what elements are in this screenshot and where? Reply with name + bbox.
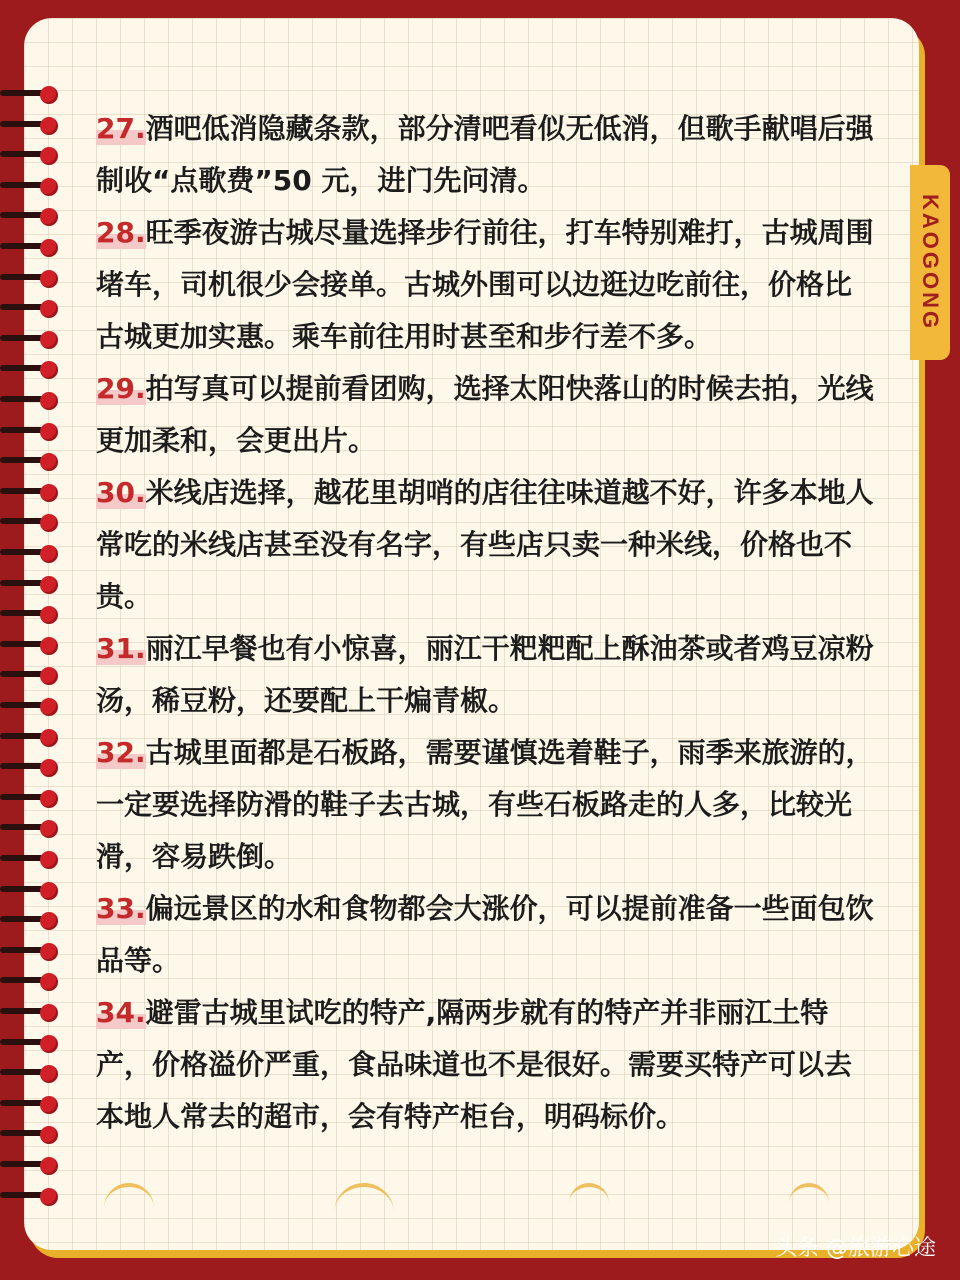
spiral-wire [0, 488, 44, 494]
spiral-ring [0, 178, 62, 192]
spiral-wire [0, 916, 44, 922]
spiral-wire [0, 90, 44, 96]
spiral-hole [40, 331, 58, 349]
spiral-ring [0, 1126, 62, 1140]
spiral-ring [0, 239, 62, 253]
tip-item [96, 363, 876, 467]
spiral-hole [40, 361, 58, 379]
spiral-wire [0, 671, 44, 677]
spiral-ring [0, 1188, 62, 1202]
spiral-hole [40, 1035, 58, 1053]
spiral-hole [40, 208, 58, 226]
decoration [334, 1183, 394, 1217]
spiral-ring [0, 820, 62, 834]
spiral-hole [40, 1096, 58, 1114]
tip-number: 27. [96, 112, 146, 145]
spiral-ring [0, 943, 62, 957]
spiral-ring [0, 576, 62, 590]
spiral-hole [40, 667, 58, 685]
spiral-ring [0, 1096, 62, 1110]
tip-text: 偏远景区的水和食物都会大涨价，可以提前准备一些面包饮品等。 [96, 892, 874, 977]
spiral-binding [0, 0, 80, 1280]
spiral-wire [0, 763, 44, 769]
spiral-wire [0, 977, 44, 983]
spiral-wire [0, 824, 44, 830]
decoration [104, 1183, 154, 1217]
spiral-hole [40, 1004, 58, 1022]
spiral-wire [0, 1100, 44, 1106]
spiral-ring [0, 270, 62, 284]
spiral-ring [0, 729, 62, 743]
spiral-hole [40, 117, 58, 135]
spiral-ring [0, 545, 62, 559]
spiral-ring [0, 606, 62, 620]
spiral-ring [0, 698, 62, 712]
spiral-wire [0, 794, 44, 800]
tip-text: 米线店选择，越花里胡哨的店往往味道越不好，许多本地人常吃的米线店甚至没有名字，有些店只卖一种米线，价格也不贵。 [96, 476, 874, 613]
spiral-ring [0, 453, 62, 467]
spiral-hole [40, 423, 58, 441]
tip-text: 避雷古城里试吃的特产,隔两步就有的特产并非丽江土特产，价格溢价严重，食品味道也不是很好。需要买特产可以去本地人常去的超市，会有特产柜台，明码标价。 [96, 996, 853, 1133]
spiral-hole [40, 637, 58, 655]
side-tab [910, 165, 950, 360]
spiral-hole [40, 1188, 58, 1206]
side-tab-label: KAOGONG [918, 193, 943, 332]
spiral-ring [0, 392, 62, 406]
spiral-wire [0, 610, 44, 616]
spiral-ring [0, 484, 62, 498]
tip-number: 29. [96, 372, 146, 405]
spiral-hole [40, 1065, 58, 1083]
spiral-ring [0, 147, 62, 161]
spiral-ring [0, 973, 62, 987]
spiral-wire [0, 580, 44, 586]
spiral-wire [0, 427, 44, 433]
spiral-ring [0, 86, 62, 100]
tip-item [96, 727, 876, 883]
tip-number: 32. [96, 736, 146, 769]
spiral-ring [0, 759, 62, 773]
spiral-wire [0, 947, 44, 953]
spiral-ring [0, 300, 62, 314]
spiral-hole [40, 851, 58, 869]
spiral-wire [0, 1192, 44, 1198]
spiral-wire [0, 1130, 44, 1136]
spiral-ring [0, 1157, 62, 1171]
tip-text: 丽江早餐也有小惊喜，丽江干粑粑配上酥油茶或者鸡豆凉粉汤，稀豆粉，还要配上干煸青椒。 [96, 632, 874, 717]
spiral-hole [40, 300, 58, 318]
spiral-ring [0, 637, 62, 651]
spiral-wire [0, 335, 44, 341]
spiral-ring [0, 882, 62, 896]
spiral-hole [40, 729, 58, 747]
spiral-hole [40, 606, 58, 624]
spiral-ring [0, 361, 62, 375]
tips-list [96, 103, 876, 1143]
spiral-ring [0, 912, 62, 926]
spiral-hole [40, 86, 58, 104]
spiral-wire [0, 121, 44, 127]
spiral-hole [40, 1157, 58, 1175]
spiral-wire [0, 1039, 44, 1045]
spiral-wire [0, 1069, 44, 1075]
tip-number: 31. [96, 632, 146, 665]
spiral-ring [0, 208, 62, 222]
spiral-ring [0, 790, 62, 804]
spiral-ring [0, 514, 62, 528]
spiral-wire [0, 702, 44, 708]
tip-text: 酒吧低消隐藏条款，部分清吧看似无低消，但歌手献唱后强制收“点歌费”50 元，进门先问清。 [96, 112, 874, 197]
tip-item [96, 103, 876, 207]
spiral-wire [0, 1008, 44, 1014]
spiral-ring [0, 1035, 62, 1049]
spiral-hole [40, 698, 58, 716]
spiral-wire [0, 365, 44, 371]
tip-text: 古城里面都是石板路，需要谨慎选着鞋子，雨季来旅游的，一定要选择防滑的鞋子去古城，有些石板路走的人多，比较光滑，容易跌倒。 [96, 736, 874, 873]
spiral-wire [0, 549, 44, 555]
spiral-hole [40, 882, 58, 900]
tip-text: 旺季夜游古城尽量选择步行前往，打车特别难打，古城周围堵车，司机很少会接单。古城外围可以边逛边吃前往，价格比古城更加实惠。乘车前往用时甚至和步行差不多。 [96, 216, 874, 353]
spiral-ring [0, 1065, 62, 1079]
spiral-hole [40, 973, 58, 991]
spiral-wire [0, 182, 44, 188]
spiral-hole [40, 545, 58, 563]
spiral-hole [40, 147, 58, 165]
tip-number: 33. [96, 892, 146, 925]
spiral-hole [40, 484, 58, 502]
tip-number: 28. [96, 216, 146, 249]
spiral-ring [0, 851, 62, 865]
spiral-ring [0, 667, 62, 681]
tip-item [96, 883, 876, 987]
spiral-hole [40, 453, 58, 471]
spiral-ring [0, 423, 62, 437]
spiral-wire [0, 733, 44, 739]
spiral-wire [0, 304, 44, 310]
spiral-wire [0, 274, 44, 280]
spiral-hole [40, 759, 58, 777]
spiral-hole [40, 790, 58, 808]
spiral-wire [0, 1161, 44, 1167]
tip-item [96, 987, 876, 1143]
decoration [569, 1183, 609, 1217]
spiral-wire [0, 641, 44, 647]
spiral-wire [0, 212, 44, 218]
spiral-wire [0, 396, 44, 402]
spiral-hole [40, 514, 58, 532]
spiral-wire [0, 151, 44, 157]
spiral-wire [0, 243, 44, 249]
tip-text: 拍写真可以提前看团购，选择太阳快落山的时候去拍，光线更加柔和，会更出片。 [96, 372, 874, 457]
tip-number: 34. [96, 996, 146, 1029]
spiral-hole [40, 820, 58, 838]
tip-item [96, 467, 876, 623]
spiral-ring [0, 331, 62, 345]
spiral-hole [40, 576, 58, 594]
spiral-hole [40, 912, 58, 930]
spiral-wire [0, 886, 44, 892]
watermark: 头条 @旅游心途 [775, 1236, 936, 1261]
decoration [789, 1183, 829, 1217]
spiral-hole [40, 943, 58, 961]
spiral-hole [40, 1126, 58, 1144]
spiral-wire [0, 855, 44, 861]
spiral-wire [0, 457, 44, 463]
spiral-hole [40, 270, 58, 288]
spiral-wire [0, 518, 44, 524]
tip-number: 30. [96, 476, 146, 509]
spiral-hole [40, 178, 58, 196]
spiral-hole [40, 392, 58, 410]
spiral-ring [0, 117, 62, 131]
spiral-hole [40, 239, 58, 257]
tip-item [96, 207, 876, 363]
spiral-ring [0, 1004, 62, 1018]
tip-item [96, 623, 876, 727]
